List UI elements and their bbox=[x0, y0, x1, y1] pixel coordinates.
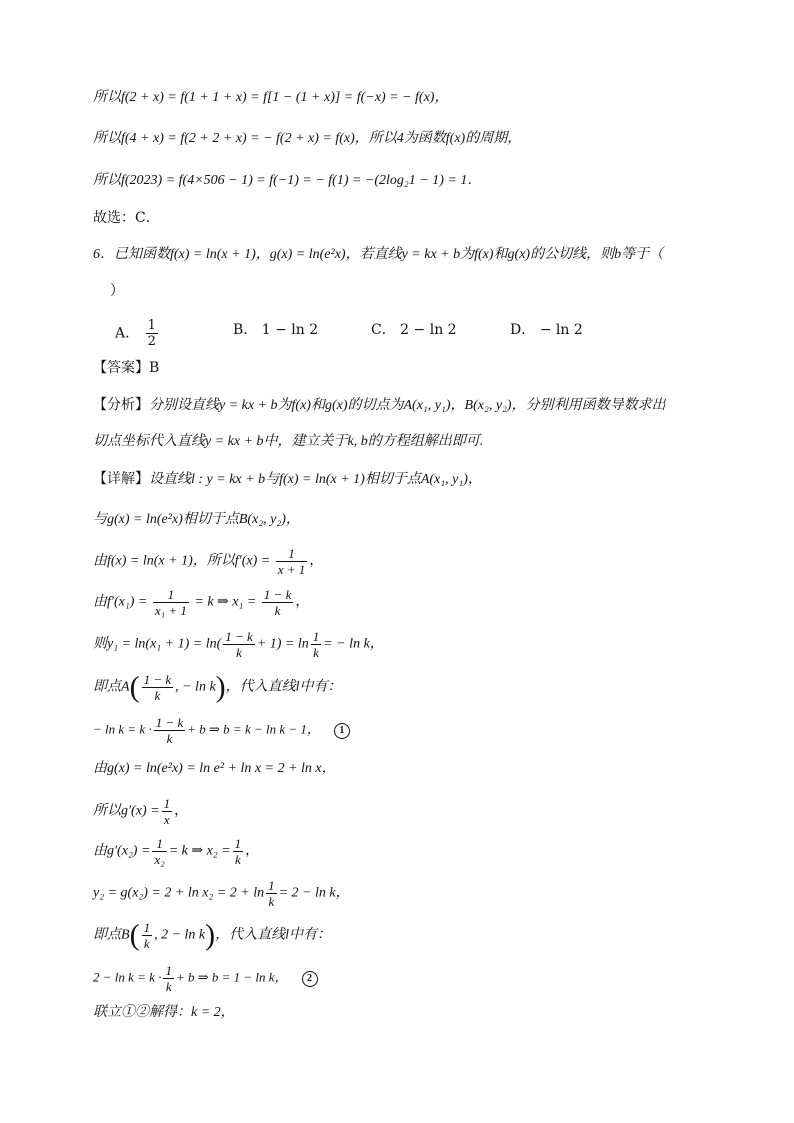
answer-value: B bbox=[149, 360, 160, 376]
question-6: 6．已知函数f(x) = ln(x + 1)，g(x) = ln(e²x)，若直线y = kx + b为f(x)和g(x)的公切线，则b等于（ bbox=[93, 247, 664, 262]
fraction-d3: $\frac{1}{x + 1}$ bbox=[277, 546, 306, 577]
option-c-text: 2 − ln 2 bbox=[400, 322, 457, 338]
option-b bbox=[233, 320, 318, 340]
analysis-line-1 bbox=[93, 395, 666, 416]
option-c-letter: C． bbox=[371, 322, 396, 338]
detail-line-8: 由g(x) = ln(e²x) = ln e² + ln x = 2 + ln x， bbox=[93, 761, 336, 776]
fraction-d10b: $\frac{1}{k}$ bbox=[234, 836, 242, 867]
option-d bbox=[510, 320, 583, 340]
option-d-letter: D． bbox=[510, 322, 536, 338]
detail-line-9: 所以g′(x) = $\frac{1}{x}$ ， bbox=[93, 796, 189, 827]
option-a-letter: A． bbox=[115, 325, 140, 342]
analysis-line-2: 切点坐标代入直线y = kx + b中，建立关于k, b的方程组解出即可. bbox=[93, 434, 484, 449]
analysis-text-1: 分别设直线y = kx + b为f(x)和g(x)的切点为A(x₁, y₁)，B(x₂, y₂)，分别利用函数导数求出 bbox=[149, 398, 666, 413]
line-1: 所以f(2 + x) = f(1 + 1 + x) = f[1 − (1 + x)] = f(−x) = − f(x)， bbox=[93, 90, 449, 105]
fraction-d7: $\frac{1 - k}{k}$ bbox=[155, 715, 184, 746]
fraction-d4a: $\frac{1}{\text{x₁ + 1}}$ bbox=[154, 587, 187, 618]
analysis-tag: 【分析】 bbox=[93, 397, 149, 413]
option-d-text: − ln 2 bbox=[539, 322, 583, 338]
line-4: 故选：C． bbox=[93, 210, 160, 226]
detail-line-12: 即点B( $\frac{1}{k}$ , 2 − ln k)，代入直线l中有： bbox=[93, 918, 332, 952]
circled-number-2: 2 bbox=[302, 971, 318, 987]
detail-line-1 bbox=[93, 469, 482, 490]
fraction-d5b: $\frac{1}{k}$ bbox=[312, 629, 320, 660]
detail-line-14: 联立①②解得：k = 2， bbox=[93, 1005, 235, 1020]
fraction-d9: $\frac{1}{x}$ bbox=[163, 796, 171, 827]
detail-line-2: 与g(x) = ln(e²x)相切于点B(x₂, y₂)， bbox=[93, 512, 300, 527]
detail-line-6: 即点A( $\frac{1 - k}{k}$ , − ln k)，代入直线l中有： bbox=[93, 670, 342, 704]
option-c bbox=[371, 320, 457, 340]
option-a-fraction: $\frac{1}{2}$ bbox=[147, 318, 156, 349]
fraction-d4b: $\frac{1 - k}{k}$ bbox=[263, 587, 292, 618]
detail-text-1: 设直线l : y = kx + b与f(x) = ln(x + 1)相切于点A(x₁, y₁)， bbox=[149, 472, 482, 487]
circled-number-1: 1 bbox=[334, 723, 350, 739]
detail-line-10: 由g′(x₂) = $\frac{1}{\text{x₂}}$ = k ⇒ x₂ = $\frac{1}{k}$ ， bbox=[93, 836, 260, 867]
fraction-d6: $\frac{1 - k}{k}$ bbox=[143, 672, 172, 703]
fraction-d13: $\frac{1}{k}$ bbox=[165, 963, 172, 994]
fraction-d10a: $\frac{1}{\text{x₂}}$ bbox=[154, 836, 165, 867]
detail-line-11: y₂ = g(x₂) = 2 + ln x₂ = 2 + ln $\frac{1}{k}$ = 2 − ln k， bbox=[93, 878, 350, 909]
detail-line-13: 2 − ln k = k · $\frac{1}{k}$ + b ⇒ b = 1 − ln k， 2 bbox=[93, 963, 318, 994]
detail-line-4: 由f′(x₁) = $\frac{1}{\text{x₁ + 1}}$ = k ⇒ x₁ = $\frac{1 - k}{k}$ ， bbox=[93, 587, 310, 618]
fraction-d11: $\frac{1}{k}$ bbox=[268, 878, 275, 909]
answer-line bbox=[93, 358, 159, 378]
detail-tag: 【详解】 bbox=[93, 471, 149, 487]
detail-line-3: 由f(x) = ln(x + 1)，所以f′(x) = $\frac{1}{x + 1}$ ， bbox=[93, 546, 324, 577]
option-b-letter: B． bbox=[233, 322, 258, 338]
detail-line-7: − ln k = k · $\frac{1 - k}{k}$ + b ⇒ b = k − ln k − 1， 1 bbox=[93, 715, 350, 746]
answer-tag: 【答案】 bbox=[93, 360, 149, 376]
fraction-d5a: $\frac{1 - k}{k}$ bbox=[225, 629, 253, 660]
fraction-d12: $\frac{1}{k}$ bbox=[143, 920, 151, 951]
question-6-close: ） bbox=[110, 283, 124, 299]
option-a bbox=[115, 318, 160, 349]
detail-line-5: 则y₁ = ln(x₁ + 1) = ln( $\frac{1 - k}{k}$ + 1) = ln $\frac{1}{k}$ = − ln k， bbox=[93, 629, 384, 660]
option-b-text: 1 − ln 2 bbox=[261, 322, 319, 338]
line-2: 所以f(4 + x) = f(2 + 2 + x) = − f(2 + x) = f(x)，所以4为函数f(x)的周期， bbox=[93, 131, 522, 146]
line-3: 所以f(2023) = f(4×506 − 1) = f(−1) = − f(1) = −(2log₂1 − 1) = 1． bbox=[93, 173, 482, 188]
